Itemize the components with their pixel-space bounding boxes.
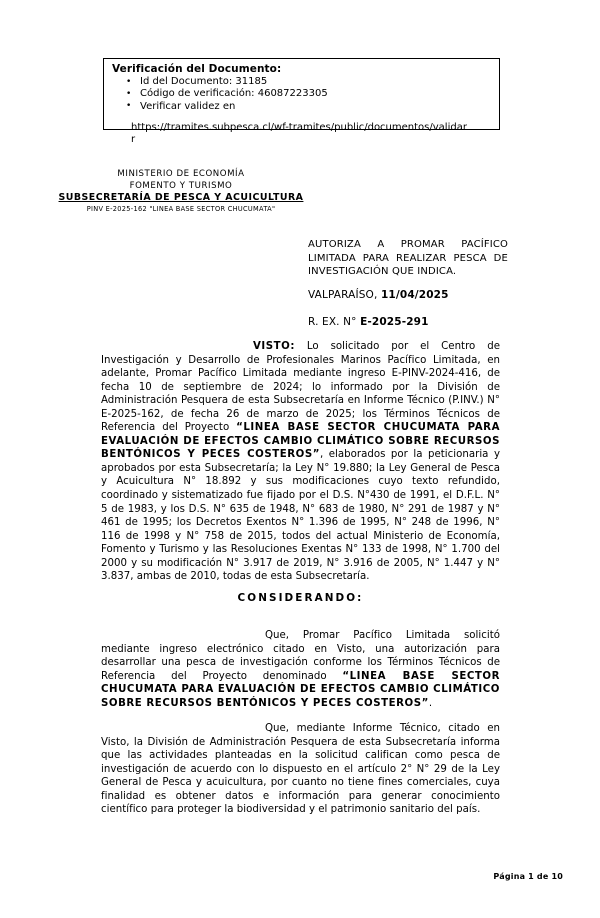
visto-project-title: “LINEA BASE SECTOR CHUCUMATA PARA EVALUACIÓN DE EFECTOS CAMBIO CLIMÁTICO SOBRE RECURSOS BENTÓNICOS Y PECES COSTEROS” <box>101 422 501 461</box>
considerando-p1-project-title: “LINEA BASE SECTOR CHUCUMATA PARA EVALUACIÓN DE EFECTOS CAMBIO CLIMÁTICO SOBRE RECURSOS BENTÓNICOS Y PECES COSTEROS” <box>101 670 501 709</box>
visto-section <box>101 340 500 584</box>
bullet-icon: • <box>126 101 132 112</box>
bullet-icon: • <box>126 88 132 99</box>
project-code-line: PINV E-2025-162 "LINEA BASE SECTOR CHUCUMATA" <box>86 204 276 213</box>
document-date: 11/04/2025 <box>380 289 449 301</box>
ministry-header <box>36 169 326 214</box>
considerando-heading: CONSIDERANDO: <box>237 592 364 604</box>
ministry-line-2: FOMENTO Y TURISMO <box>129 180 233 191</box>
verification-url[interactable]: https://tramites.subpesca.cl/wf-tramites/public/documentos/validar <box>131 122 467 133</box>
resolution-line <box>308 315 429 329</box>
resolution-number: E-2025-291 <box>360 316 429 328</box>
visto-paragraph <box>101 340 500 584</box>
verification-url-wrap: r <box>131 134 136 145</box>
verification-item-validate <box>112 101 499 113</box>
verification-item-label: Verificar validez en <box>140 100 236 112</box>
considerando-paragraph-1 <box>101 629 500 710</box>
ministry-line-3: SUBSECRETARÍA DE PESCA Y ACUICULTURA <box>58 192 304 203</box>
bullet-icon: • <box>126 76 132 87</box>
verification-item-document-id <box>112 76 499 88</box>
ministry-line-1: MINISTERIO DE ECONOMÍA <box>117 169 245 179</box>
considerando-p1-text-1: Que, Promar Pacífico Limitada solicitó mediante ingreso electrónico citado en Visto, una autorización para desarrollar una pesca de investigación conforme los Términos Técnicos de Referencia del Proyecto denominado <box>101 630 500 682</box>
considerando-section-1 <box>101 629 500 710</box>
document-subject: AUTORIZA A PROMAR PACÍFICO LIMITADA PARA REALIZAR PESCA DE INVESTIGACIÓN QUE INDICA. <box>308 239 508 278</box>
considerando-p2-text: Que, mediante Informe Técnico, citado en Visto, la División de Administración Pesquera de esta Subsecretaría informa que las actividades planteadas en la solicitud califican como pesca de investigación de acuerdo con lo dispuesto en el artículo 2° N° 29 de la Ley General de Pesca y acuicultura, por cuanto no tiene fines comerciales, cuya finalidad es obtener datos e información para generar conocimiento científico para proteger la biodiversidad y el patrimonio sanitario del país. <box>101 723 500 816</box>
considerando-p1-text-2: . <box>428 697 433 709</box>
resolution-label: R. EX. N° <box>308 316 357 328</box>
visto-label: VISTO: <box>253 341 295 352</box>
verification-box <box>103 58 500 130</box>
page-footer: Página 1 de 10 <box>493 872 563 881</box>
verification-title: Verificación del Documento: <box>112 63 282 75</box>
verification-item-label: Código de verificación: 46087223305 <box>140 88 328 100</box>
visto-text-2: , elaborados por la peticionaria y aprobados por esta Subsecretaría; la Ley N° 19.880; la Ley General de Pesca y Acuicultura N° 18.892 y sus modificaciones cuyo texto refundido, coordinado y sistematizado fue fijado por el D.S. N°430 de 1991, el D.F.L. N° 5 de 1983, y los D.S. N° 635 de 1948, N° 683 de 1980, N° 291 de 1987 y N° 461 de 1995; los Decretos Exentos N° 1.396 de 1995, N° 248 de 1996, N° 116 de 1998 y N° 758 de 2015, todos del actual Ministerio de Economía, Fomento y Turismo y las Resoluciones Exentas N° 133 de 1998, N° 1.700 del 2000 y su modificación N° 3.917 de 2019, N° 3.916 de 2005, N° 1.447 y N° 3.837, ambas de 2010, todas de esta Subsecretaría. <box>101 449 500 583</box>
considerando-section-2 <box>101 722 500 817</box>
place-and-date <box>308 288 449 302</box>
verification-item-code <box>112 88 499 100</box>
visto-text-1: Lo solicitado por el Centro de Investigación y Desarrollo de Profesionales Marinos Pacífico Limitada, en adelante, Promar Pacífico Limitada mediante ingreso E-PINV-2024-416, de fecha 10 de septiembre de 2024; lo informado por la División de Administración Pesquera de esta Subsecretaría en Informe Técnico (P.INV.) N° E-2025-162, de fecha 26 de marzo de 2025; los Términos Técnicos de Referencia del Proyecto <box>101 341 500 434</box>
considerando-paragraph-2 <box>101 722 500 817</box>
place-label: VALPARAÍSO, <box>308 289 378 301</box>
verification-item-label: Id del Documento: 31185 <box>140 76 268 87</box>
verification-list <box>112 76 499 113</box>
